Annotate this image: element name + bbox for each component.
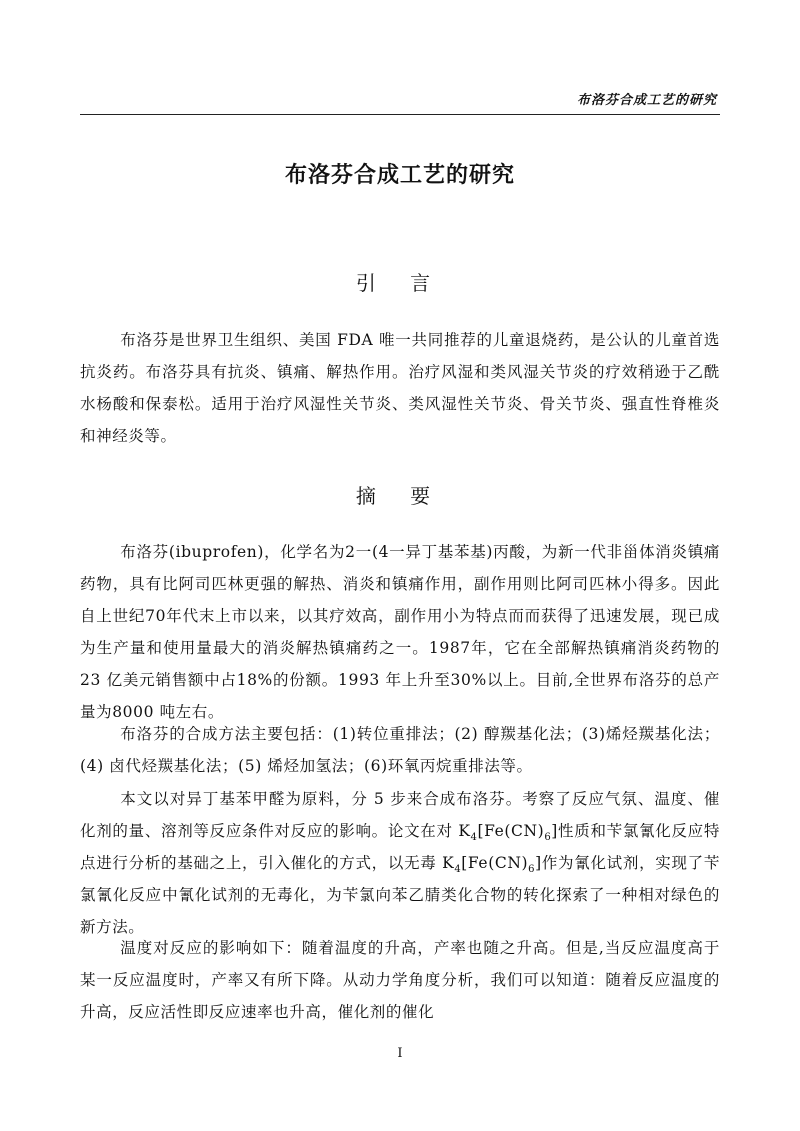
abstract-paragraph-1: 布洛芬(ibuprofen)，化学名为2一(4一异丁基苯基)丙酸，为新一代非甾体消炎镇痛药物，具有比阿司匹林更强的解热、消炎和镇痛作用，副作用则比阿司匹林小得多。因此自上世纪70年代末上市以来，以其疗效高，副作用小为特点而而获得了迅速发展，现已成为生产量和使用量最大的消炎解热镇痛药之一。1987年，它在全部解热镇痛消炎药物的23 亿美元销售额中占18%的份额。1993 年上升至30%以上。目前,全世界布洛芬的总产量为8000 吨左右。 <box>80 543 720 721</box>
abstract-heading: 摘 要 <box>355 484 445 508</box>
abstract-paragraph-2: 布洛芬的合成方法主要包括：(1)转位重排法；(2) 醇羰基化法；(3)烯烃羰基化法；(4) 卤代烃羰基化法；(5) 烯烃加氢法；(6)环氧丙烷重排法等。 <box>80 725 720 775</box>
p3-subscript-1: 4 <box>470 832 478 844</box>
p3-text-1: 本文以对异丁基苯甲醛为原料，分 5 步来合成布洛芬。考察了反应气氛、温度、催化剂的量、溶剂等反应条件对反应的影响。论文在对 K <box>80 790 720 840</box>
p3-subscript-3: 4 <box>454 864 462 876</box>
abstract-paragraph-3 <box>80 783 720 943</box>
header-divider <box>80 114 720 115</box>
p3-text-4: [Fe(CN) <box>461 854 529 872</box>
abstract-paragraph-4: 温度对反应的影响如下：随着温度的升高，产率也随之升高。但是,当反应温度高于某一反应温度时，产率又有所下降。从动力学角度分析，我们可以知道：随着反应温度的升高，反应活性即反应速率也升高，催化剂的催化 <box>80 939 720 1021</box>
intro-heading: 引 言 <box>355 271 445 295</box>
p3-text-2: [Fe(CN) <box>477 822 545 840</box>
p3-subscript-2: 6 <box>544 832 552 844</box>
document-title: 布洛芬合成工艺的研究 <box>284 163 515 188</box>
intro-paragraph: 布洛芬是世界卫生组织、美国 FDA 唯一共同推荐的儿童退烧药，是公认的儿童首选抗炎药。布洛芬具有抗炎、镇痛、解热作用。治疗风湿和类风湿关节炎的疗效稍逊于乙酰水杨酸和保泰松。适用于治疗风湿性关节炎、类风湿性关节炎、骨关节炎、强直性脊椎炎和神经炎等。 <box>80 331 720 445</box>
running-header-title: 布洛芬合成工艺的研究 <box>576 93 717 108</box>
p3-text-5: ]作为氰化试剂，实现了苄氯氰化反应中氰化试剂的无毒化，为苄氯向苯乙腈类化合物的转化探索了一种相对绿色的新方法。 <box>80 854 720 936</box>
p3-subscript-4: 6 <box>528 864 536 876</box>
page-number: I <box>397 1046 403 1061</box>
p3-text-3: ]性质和苄氯氰化反应特点进行分析的基础之上，引入催化的方式，以无毒 K <box>80 822 720 872</box>
